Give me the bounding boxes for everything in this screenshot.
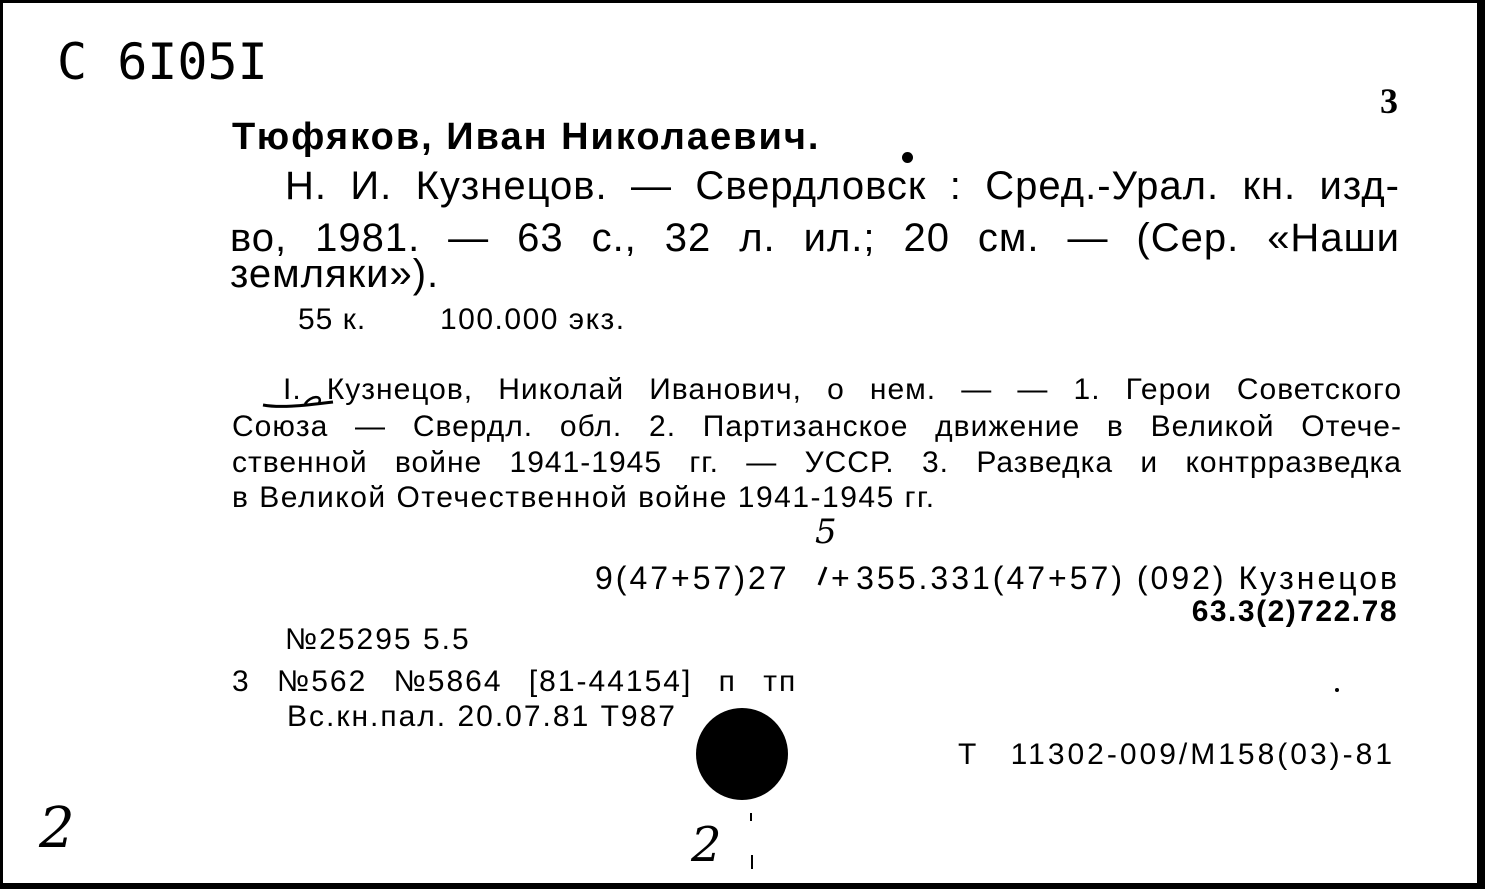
ink-dot [1335, 688, 1339, 692]
ink-dot [902, 152, 913, 163]
handwritten-number: 2 [691, 817, 722, 873]
bbk-index: 63.3(2)722.78 [1191, 595, 1398, 628]
publisher-code: 11302-009/М158(03)-81 [1010, 738, 1395, 771]
description-line: во, 1981. — 63 с., 32 л. ил.; 20 см. — (Сер. «Наши [230, 216, 1400, 260]
print-run: 100.000 экз. [440, 303, 626, 336]
publisher-code-letter: Т [958, 738, 977, 771]
handwritten-tick [815, 565, 829, 587]
description-line: Н. И. Кузнецов. — Свердловск : Сред.-Урал. кн. изд- [285, 164, 1400, 208]
handwritten-number: 2 [39, 796, 75, 861]
subject-line: I. Кузнецов, Николай Иванович, о нем. — — 1. Герои Советского [283, 373, 1402, 406]
order-line: 3 №562 №5864 [81-44154] п тп [232, 665, 798, 698]
price: 55 к. [298, 303, 367, 336]
handwritten-tick [745, 811, 757, 871]
subject-line: в Великой Отечественной войне 1941-1945 гг. [232, 481, 936, 514]
udc-index-right: 355.331(47+57) (092) Кузнецов [856, 560, 1400, 596]
copy-mark: 3 [1380, 81, 1398, 121]
udc-index-left: 9(47+57)27 [595, 560, 790, 596]
udc-plus: + [831, 560, 850, 596]
call-number: C 6I05I [57, 33, 268, 91]
handwritten-mark: 5 [815, 512, 837, 552]
record-number: №25295 5.5 [285, 623, 471, 656]
punch-hole [696, 708, 788, 800]
author-heading: Тюфяков, Иван Николаевич. [232, 116, 821, 158]
description-line: земляки»). [230, 252, 440, 296]
subject-line: Союза — Свердл. обл. 2. Партизанское движение в Великой Отече- [232, 410, 1402, 443]
subject-line: ственной войне 1941-1945 гг. — УССР. 3. Разведка и контрразведка [232, 446, 1402, 479]
book-chamber-line: Вс.кн.пал. 20.07.81 Т987 [287, 700, 677, 733]
